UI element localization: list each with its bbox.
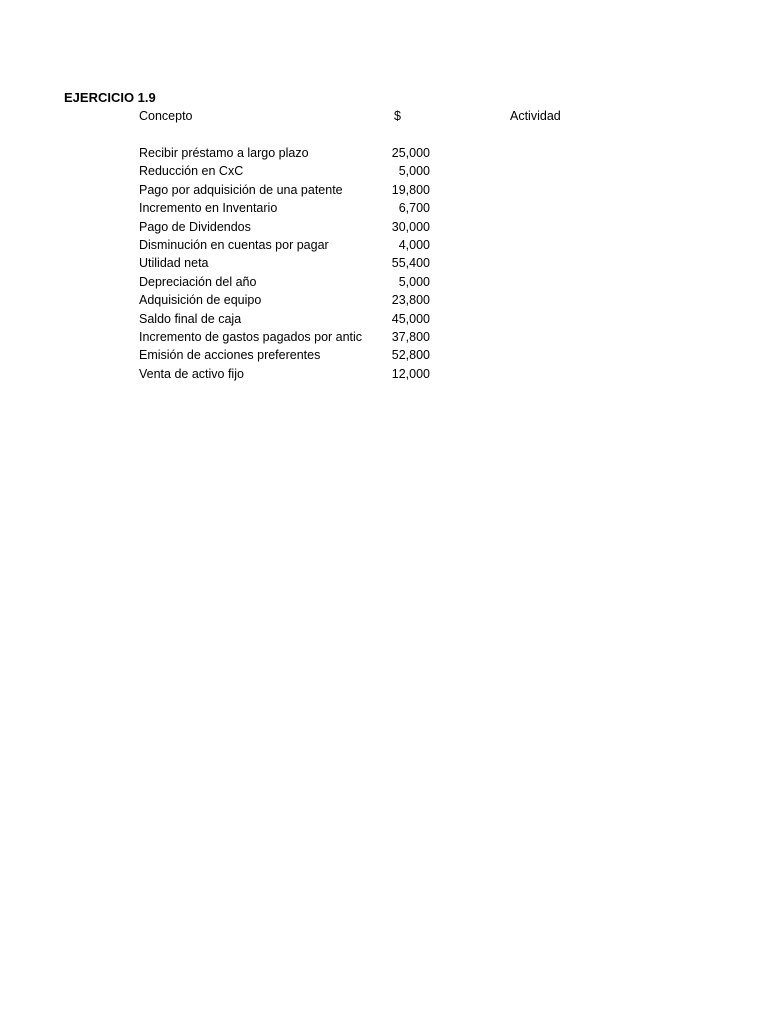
table-row <box>0 144 768 162</box>
row-concept: Emisión de acciones preferentes <box>139 348 321 363</box>
row-concept: Venta de activo fijo <box>139 366 244 381</box>
table-row <box>0 365 768 383</box>
row-amount: 12,000 <box>391 366 430 381</box>
row-amount: 45,000 <box>391 311 430 326</box>
table-row <box>0 254 768 272</box>
exercise-title: EJERCICIO 1.9 <box>64 90 156 105</box>
row-amount: 5,000 <box>398 274 430 289</box>
row-concept: Utilidad neta <box>139 256 209 271</box>
column-header-row <box>0 107 768 125</box>
row-amount: 19,800 <box>391 182 430 197</box>
table-row <box>0 236 768 254</box>
row-amount: 25,000 <box>391 146 430 160</box>
row-concept: Pago por adquisición de una patente <box>139 182 343 197</box>
row-amount: 4,000 <box>398 237 430 252</box>
table-row <box>0 218 768 236</box>
row-concept: Depreciación del año <box>139 274 257 289</box>
concept-list <box>0 144 768 383</box>
row-concept: Incremento en Inventario <box>139 201 278 216</box>
row-amount: 23,800 <box>391 293 430 308</box>
row-concept: Saldo final de caja <box>139 311 242 326</box>
header-activity: Actividad <box>510 109 561 123</box>
header-amount: $ <box>394 109 401 123</box>
row-amount: 30,000 <box>391 219 430 234</box>
table-row <box>0 291 768 309</box>
table-row <box>0 310 768 328</box>
row-amount: 6,700 <box>398 201 430 216</box>
table-row <box>0 181 768 199</box>
header-concept: Concepto <box>139 109 193 123</box>
row-amount: 55,400 <box>391 256 430 271</box>
row-concept: Recibir préstamo a largo plazo <box>139 146 309 160</box>
row-amount: 5,000 <box>398 164 430 179</box>
row-amount: 52,800 <box>391 348 430 363</box>
row-concept: Pago de Dividendos <box>139 219 251 234</box>
table-row <box>0 199 768 217</box>
row-concept: Reducción en CxC <box>139 164 244 179</box>
table-row <box>0 328 768 346</box>
row-concept: Incremento de gastos pagados por antic <box>139 329 363 344</box>
row-concept: Adquisición de equipo <box>139 293 262 308</box>
table-row <box>0 273 768 291</box>
table-row <box>0 162 768 180</box>
row-concept: Disminución en cuentas por pagar <box>139 237 329 252</box>
row-amount: 37,800 <box>391 329 430 344</box>
table-row <box>0 346 768 364</box>
